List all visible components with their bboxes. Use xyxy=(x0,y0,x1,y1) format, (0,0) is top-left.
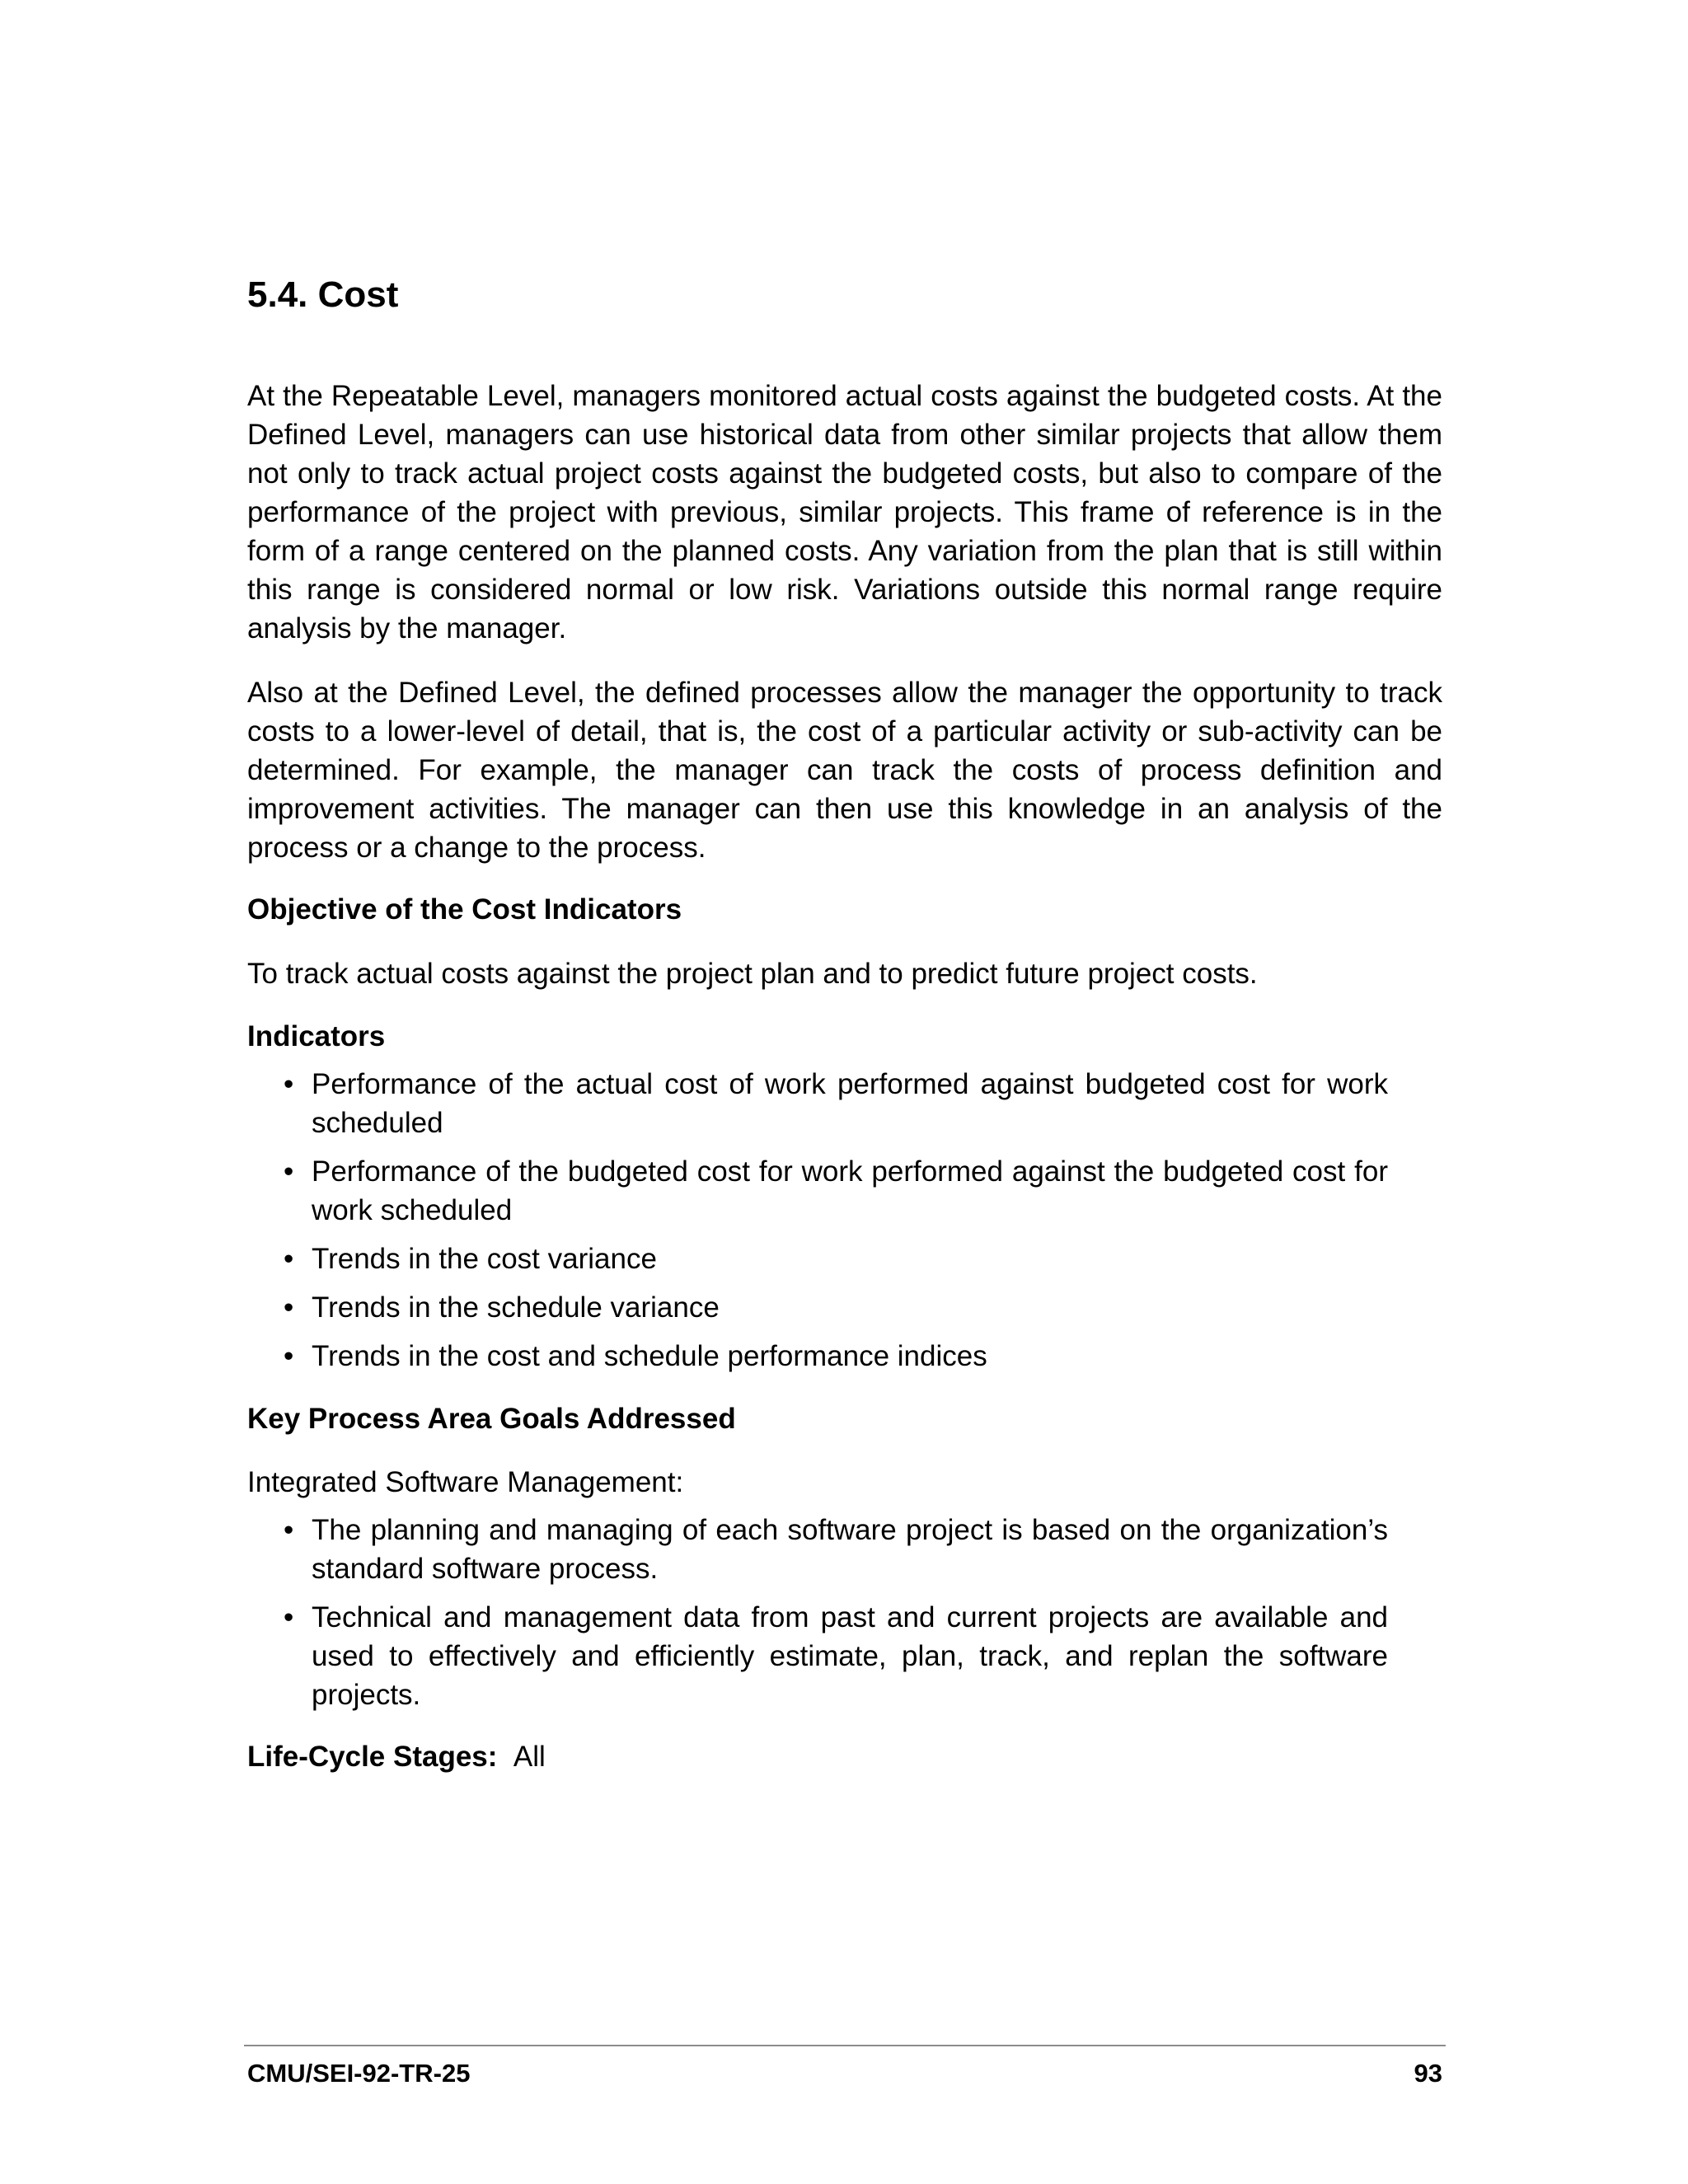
list-item-text: Trends in the cost variance xyxy=(312,1242,657,1275)
list-item xyxy=(284,1240,1388,1278)
list-item-text: Technical and management data from past and current projects are available and used to effectively and efficiently estimate, plan, track, and replan the software projects. xyxy=(312,1601,1388,1711)
lifecycle-label: Life-Cycle Stages: xyxy=(247,1740,498,1773)
footer-divider xyxy=(244,2045,1446,2046)
lifecycle-value: All xyxy=(513,1740,546,1773)
footer-report-id: CMU/SEI-92-TR-25 xyxy=(247,2059,471,2088)
indicators-heading: Indicators xyxy=(247,1019,386,1052)
bullet-icon: • xyxy=(284,1513,294,1546)
bullet-icon: • xyxy=(284,1339,294,1372)
list-item-text: Performance of the budgeted cost for work performed against the budgeted cost for work scheduled xyxy=(312,1155,1388,1226)
list-item-text: The planning and managing of each software project is based on the organization’s standard software process. xyxy=(312,1513,1388,1585)
indicators-list xyxy=(247,1065,1388,1376)
list-item-text: Trends in the cost and schedule performance indices xyxy=(312,1339,987,1372)
list-item-text: Trends in the schedule variance xyxy=(312,1291,720,1324)
list-item xyxy=(284,1288,1388,1327)
list-item xyxy=(284,1337,1388,1376)
kpa-intro: Integrated Software Management: xyxy=(247,1465,684,1498)
section-title: 5.4. Cost xyxy=(247,274,399,315)
kpa-heading: Key Process Area Goals Addressed xyxy=(247,1402,736,1435)
bullet-icon: • xyxy=(284,1601,294,1633)
list-item xyxy=(284,1152,1388,1230)
bullet-icon: • xyxy=(284,1242,294,1275)
lifecycle-line xyxy=(247,1737,1442,1776)
list-item xyxy=(284,1065,1388,1142)
intro-paragraph: At the Repeatable Level, managers monitored actual costs against the budgeted costs. At the Defined Level, managers can use historical data from other similar projects that allow them not only to track actual project costs against the budgeted costs, but also to compare of the performance of the project with previous, similar projects. This frame of reference is in the form of a range centered on the planned costs. Any variation from the plan that is still within this range is considered normal or low risk. Variations outside this normal range require analysis by the manager. xyxy=(247,379,1442,644)
page-content xyxy=(247,274,1442,1776)
kpa-goals-list xyxy=(247,1511,1388,1714)
list-item xyxy=(284,1511,1388,1588)
bullet-icon: • xyxy=(284,1067,294,1100)
objective-text: To track actual costs against the project plan and to predict future project costs. xyxy=(247,957,1258,990)
defined-level-paragraph: Also at the Defined Level, the defined processes allow the manager the opportunity to track costs to a lower-level of detail, that is, the cost of a particular activity or sub-activity can be determined. For example, the manager can track the costs of process definition and improvement activities. The manager can then use this knowledge in an analysis of the process or a change to the process. xyxy=(247,676,1442,864)
bullet-icon: • xyxy=(284,1155,294,1188)
objective-heading: Objective of the Cost Indicators xyxy=(247,893,682,926)
list-item-text: Performance of the actual cost of work performed against budgeted cost for work scheduled xyxy=(312,1067,1388,1139)
footer-page-number: 93 xyxy=(1414,2059,1442,2088)
list-item xyxy=(284,1598,1388,1714)
bullet-icon: • xyxy=(284,1291,294,1324)
